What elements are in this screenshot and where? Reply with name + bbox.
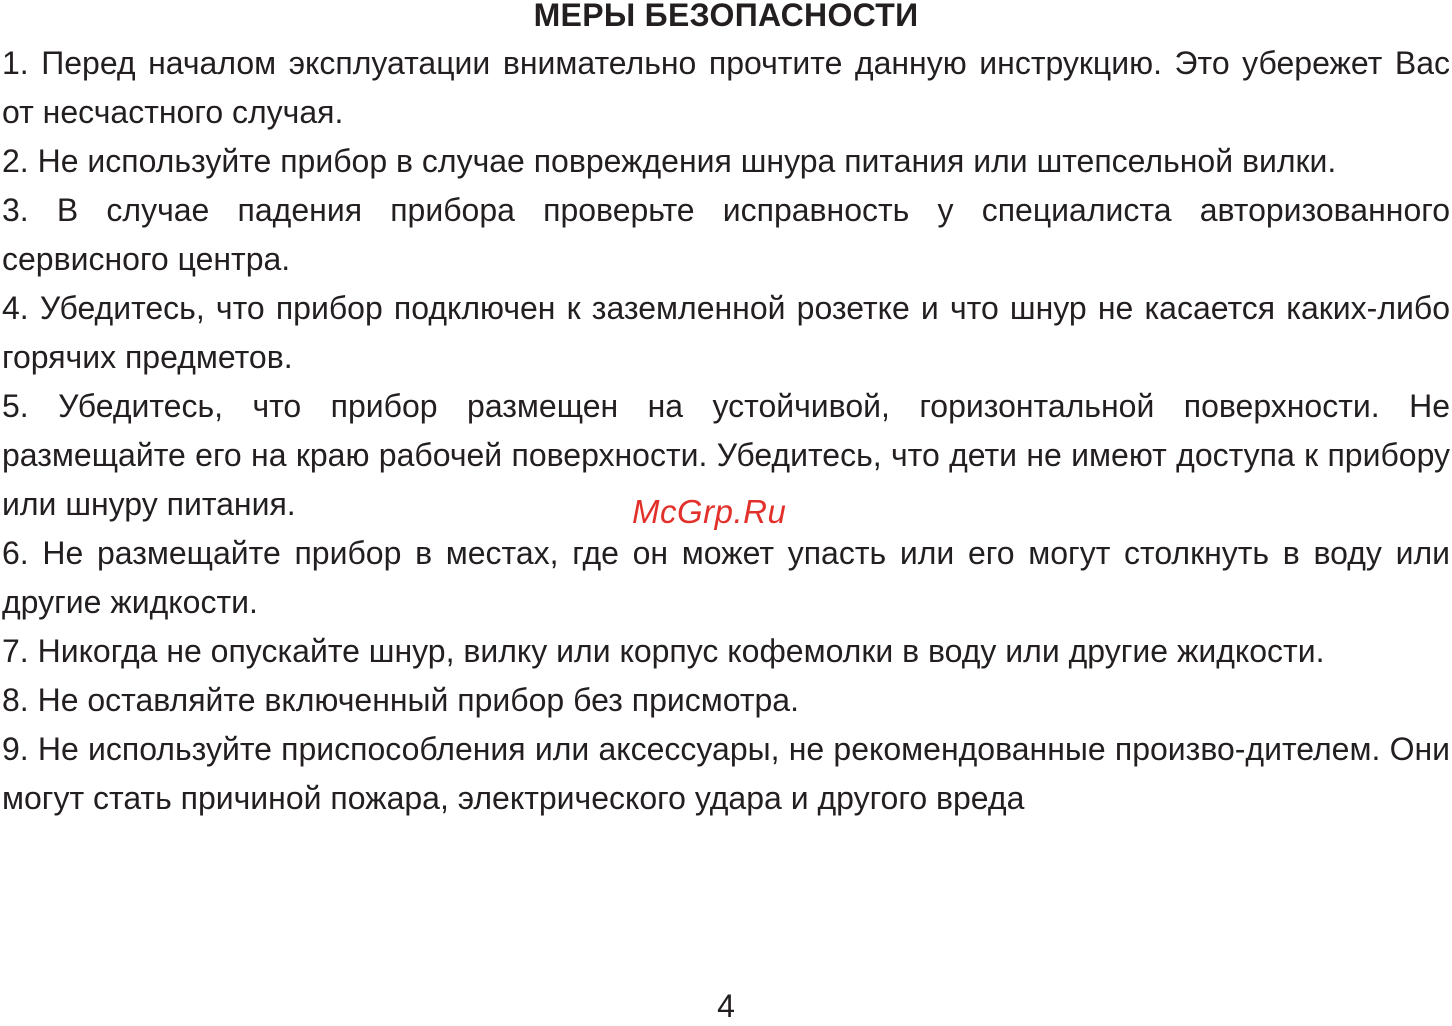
list-item: 2. Не используйте прибор в случае повреждения шнура питания или штепсельной вилки.	[2, 143, 1337, 179]
list-item: 1. Перед началом эксплуатации внимательно прочтите данную инструкцию. Это убережет Вас от несчастного случая.	[2, 45, 1450, 130]
page-number: 4	[717, 988, 735, 1024]
page-title: МЕРЫ БЕЗОПАСНОСТИ	[533, 0, 919, 33]
list-item: 4. Убедитесь, что прибор подключен к заземленной розетке и что шнур не касается каких-либо горячих предметов.	[2, 290, 1450, 375]
list-item: 7. Никогда не опускайте шнур, вилку или корпус кофемолки в воду или другие жидкости.	[2, 633, 1325, 669]
list-item: 8. Не оставляйте включенный прибор без присмотра.	[2, 682, 799, 718]
watermark: McGrp.Ru	[632, 493, 787, 530]
list-item: 5. Убедитесь, что прибор размещен на устойчивой, горизонтальной поверхности. Не размещайте его на краю рабочей поверхности. Убедитесь, что дети не имеют доступа к прибору или шнуру питания.	[2, 388, 1450, 522]
list-item: 9. Не используйте приспособления или аксессуары, не рекомендованные произво-дителем. Они могут стать причиной пожара, электрического удара и другого вреда	[2, 731, 1450, 816]
list-item: 6. Не размещайте прибор в местах, где он может упасть или его могут столкнуть в воду или другие жидкости.	[2, 535, 1450, 620]
safety-list	[2, 39, 1450, 823]
list-item: 3. В случае падения прибора проверьте исправность у специалиста авторизованного сервисного центра.	[2, 192, 1450, 277]
